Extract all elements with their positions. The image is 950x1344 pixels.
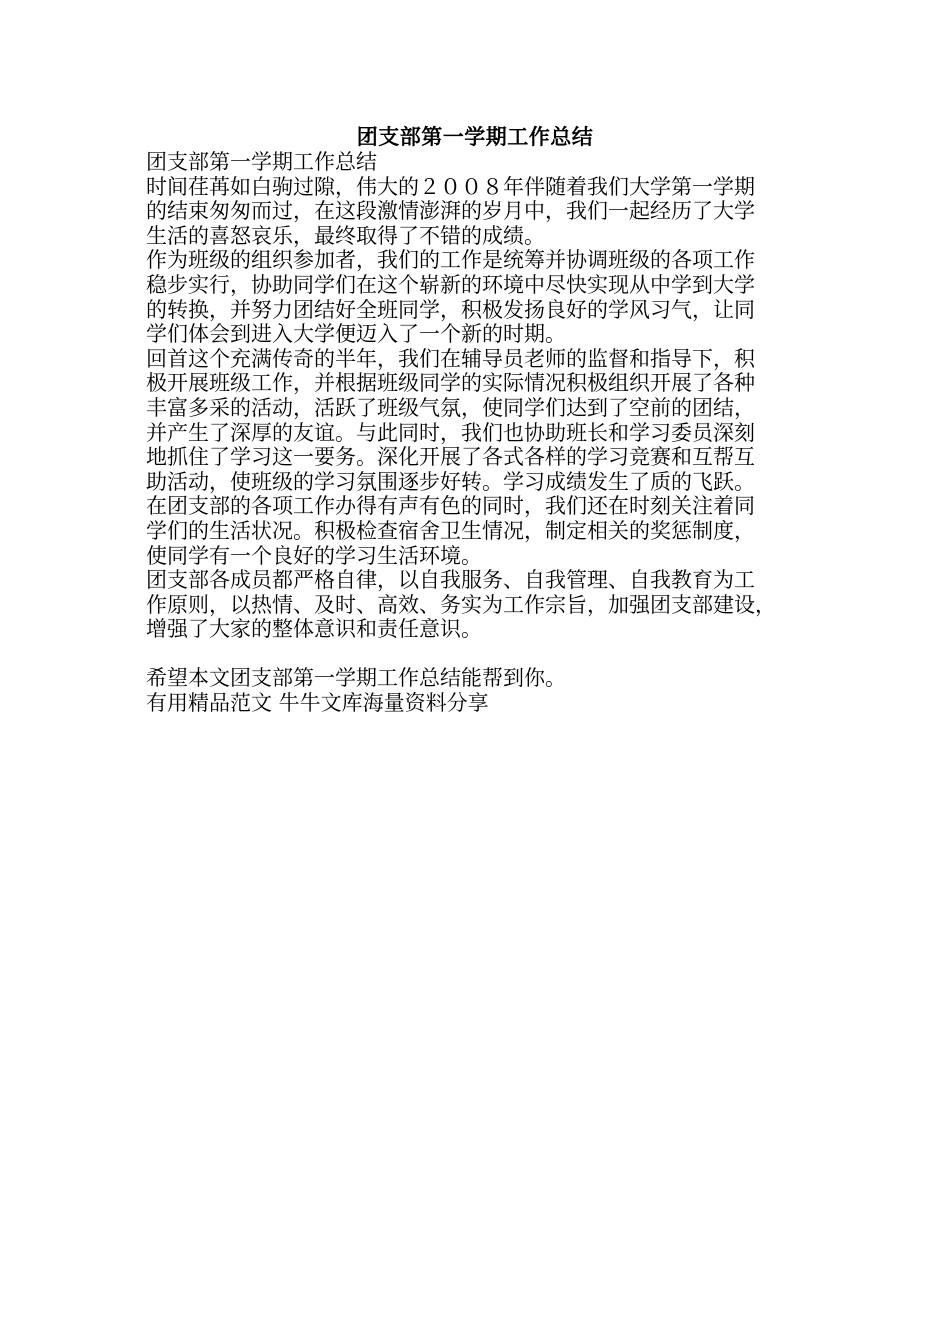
body-line: 的结束匆匆而过，在这段激情澎湃的岁月中，我们一起经历了大学 — [146, 199, 755, 224]
body-line: 的转换，并努力团结好全班同学，积极发扬良好的学风习气，让同 — [146, 297, 755, 322]
body-line: 时间荏苒如白驹过隙，伟大的２００８年伴随着我们大学第一学期 — [146, 174, 755, 199]
document-body — [146, 150, 810, 716]
body-line: 学们体会到进入大学便迈入了一个新的时期。 — [146, 322, 566, 347]
closing-line: 希望本文团支部第一学期工作总结能帮到你。 — [146, 666, 566, 691]
body-line: 丰富多采的活动，活跃了班级气氛，使同学们达到了空前的团结， — [146, 395, 755, 420]
body-line: 稳步实行，协助同学们在这个崭新的环境中尽快实现从中学到大学 — [146, 272, 755, 297]
body-line: 助活动，使班级的学习氛围逐步好转。学习成绩发生了质的飞跃。 — [146, 469, 755, 494]
body-line: 团支部各成员都严格自律，以自我服务、自我管理、自我教育为工 — [146, 568, 755, 593]
body-line: 地抓住了学习这一要务。深化开展了各式各样的学习竞赛和互帮互 — [146, 445, 755, 470]
body-line: 并产生了深厚的友谊。与此同时，我们也协助班长和学习委员深刻 — [146, 420, 755, 445]
body-line: 使同学有一个良好的学习生活环境。 — [146, 543, 482, 568]
body-line: 学们的生活状况。积极检查宿舍卫生情况，制定相关的奖惩制度， — [146, 518, 755, 543]
footer-line: 有用精品范文 牛牛文库海量资料分享 — [146, 691, 489, 716]
body-line: 作原则，以热情、及时、高效、务实为工作宗旨，加强团支部建设， — [146, 592, 776, 617]
document-title: 团支部第一学期工作总结 — [356, 124, 594, 149]
body-line: 在团支部的各项工作办得有声有色的同时，我们还在时刻关注着同 — [146, 494, 755, 519]
blank-line — [146, 642, 810, 667]
body-line: 回首这个充满传奇的半年，我们在辅导员老师的监督和指导下，积 — [146, 346, 755, 371]
body-line: 极开展班级工作，并根据班级同学的实际情况积极组织开展了各种 — [146, 371, 755, 396]
body-line: 生活的喜怒哀乐，最终取得了不错的成绩。 — [146, 223, 545, 248]
body-line: 增强了大家的整体意识和责任意识。 — [146, 617, 482, 642]
body-line: 作为班级的组织参加者，我们的工作是统筹并协调班级的各项工作 — [146, 248, 755, 273]
body-line: 团支部第一学期工作总结 — [146, 150, 377, 174]
